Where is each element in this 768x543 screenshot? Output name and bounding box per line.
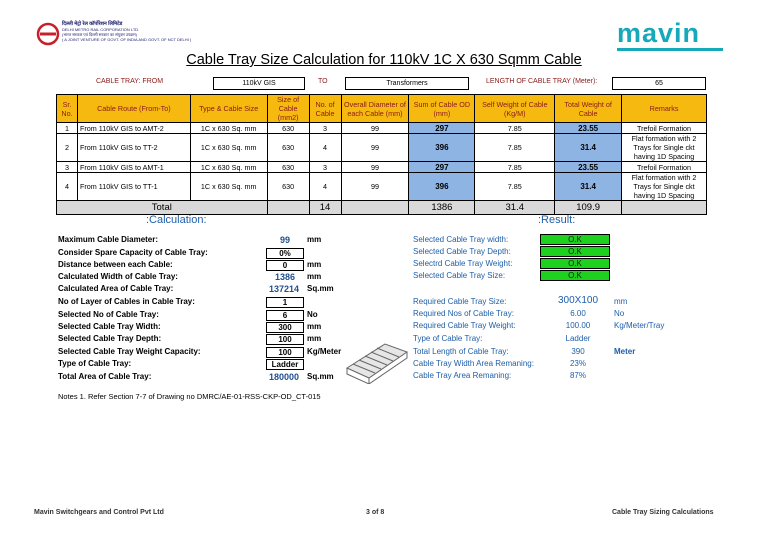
cell-self-weight: 7.85 [475,123,555,134]
calc-label: No of Layer of Cables in Cable Tray: [58,297,195,306]
org-name: दिल्ली मेट्रो रेल कॉर्पोरेशन लिमिटेड DELHI METRO RAIL CORPORATION LTD. (भारत सरकार एवं दिल्ली सरकार का संयुक्त उपक्रम) ( A JOINT VENTURE OF GOVT. OF INDIA AND GOVT. OF NCT DELHI ) [62,21,192,42]
cell-sr: 3 [57,162,78,173]
calc-label: Total Area of Cable Tray: [58,372,152,381]
ok-badge: O.K [540,234,610,245]
result-value: 23% [569,359,586,368]
calc-input[interactable]: 300 [266,322,304,333]
result-label: Cable Tray Area Remaning: [413,371,512,380]
result-unit: No [614,309,625,318]
cell-od: 99 [341,123,409,134]
calc-label: Selected Cable Tray Weight Capacity: [58,347,201,356]
calc-input[interactable]: Ladder [266,359,304,370]
ladder-tray-icon [345,338,409,384]
cell-remarks: Trefoil Formation [622,123,707,134]
cell-empty [267,201,309,215]
cell-type: 1C x 630 Sq. mm [190,123,267,134]
cell-sum-od: 297 [409,123,475,134]
calc-value: 1386 [274,272,296,282]
result-value: 100.00 [565,321,591,330]
calc-unit: Sq.mm [307,284,334,293]
calc-input[interactable]: 1 [266,297,304,308]
cell-route: From 110kV GIS to TT-1 [77,173,190,201]
cell-size: 630 [267,162,309,173]
calc-label: Selected No of Cable Tray: [58,310,159,319]
length-value: 65 [612,77,706,90]
cell-size: 630 [267,123,309,134]
footer-company: Mavin Switchgears and Control Pvt Ltd [34,509,164,516]
calc-label: Selected Cable Tray Depth: [58,334,162,343]
col-header: No. of Cable [309,95,341,123]
calc-value: 99 [279,235,290,245]
col-header: Sum of Cable OD (mm) [409,95,475,123]
table-header-row [57,95,707,123]
col-header: Cable Route (From-To) [77,95,190,123]
cell-empty [622,201,707,215]
calc-unit: No [307,310,318,319]
calculation-heading: :Calculation: [146,214,207,226]
dmrc-logo-icon [36,22,60,46]
calc-unit: mm [307,260,322,269]
cell-type: 1C x 630 Sq. mm [190,162,267,173]
total-self-weight: 31.4 [475,201,555,215]
result-unit: Kg/Meter/Tray [614,321,665,330]
calc-unit: mm [307,322,322,331]
calc-label: Selected Cable Tray Width: [58,322,161,331]
cell-remarks: Trefoil Formation [622,162,707,173]
calc-label: Calculated Area of Cable Tray: [58,284,174,293]
cell-type: 1C x 630 Sq. mm [190,173,267,201]
result-label: Required Cable Tray Size: [413,297,507,306]
note: Notes 1. Refer Section 7-7 of Drawing no DMRC/AE-01-RSS-CKP-OD_CT-015 [58,392,321,401]
ok-badge: O.K [540,258,610,269]
col-header: Sr. No. [57,95,78,123]
cell-sum-od: 396 [409,173,475,201]
cell-sum-od: 297 [409,162,475,173]
cell-total-weight: 23.55 [555,162,622,173]
total-count: 14 [309,201,341,215]
cell-od: 99 [341,162,409,173]
cell-sr: 1 [57,123,78,134]
result-label: Selectrd Cable Tray Weight: [413,259,513,268]
result-label: Required Nos of Cable Tray: [413,309,514,318]
cell-total-weight: 23.55 [555,123,622,134]
cell-route: From 110kV GIS to AMT-2 [77,123,190,134]
result-value: 390 [571,347,585,356]
result-label: Selected Cable Tray Size: [413,271,506,280]
calc-input[interactable]: 100 [266,347,304,358]
brand-underline [617,48,723,51]
result-unit: mm [614,297,628,306]
result-heading: :Result: [538,214,576,226]
cell-sr: 2 [57,134,78,162]
ok-badge: O.K [540,246,610,257]
calc-input[interactable]: 100 [266,334,304,345]
calc-input[interactable]: 6 [266,310,304,321]
footer-doc-title: Cable Tray Sizing Calculations [612,509,714,516]
cell-remarks: Flat formation with 2 Trays for Single ckt having 1D Spacing [622,173,707,201]
result-value: 300X100 [557,295,599,306]
table-row [57,173,707,201]
calc-unit: Kg/Meter [307,347,342,356]
cell-size: 630 [267,173,309,201]
calc-value: 137214 [268,284,300,294]
cell-empty [341,201,409,215]
result-label: Cable Tray Width Area Remaning: [413,359,534,368]
result-value: 87% [569,371,586,380]
table-row [57,123,707,134]
cell-sum-od: 396 [409,134,475,162]
cell-count: 3 [309,123,341,134]
table-row [57,134,707,162]
cell-od: 99 [341,173,409,201]
total-row [57,201,707,215]
calc-label: Calculated Width of Cable Tray: [58,272,178,281]
calc-unit: mm [307,272,322,281]
total-sum-od: 1386 [409,201,475,215]
cell-remarks: Flat formation with 2 Trays for Single ckt having 1D Spacing [622,134,707,162]
cell-type: 1C x 630 Sq. mm [190,134,267,162]
cable-table [56,94,707,215]
cell-count: 3 [309,162,341,173]
col-header: Self Weight of Cable (Kg/M) [475,95,555,123]
cell-self-weight: 7.85 [475,162,555,173]
col-header: Size of Cable (mm2) [267,95,309,123]
result-unit: Meter [614,347,636,356]
col-header: Overall Diameter of each Cable (mm) [341,95,409,123]
cell-route: From 110kV GIS to AMT-1 [77,162,190,173]
total-weight: 109.9 [555,201,622,215]
calc-label: Distance between each Cable: [58,260,173,269]
result-label: Total Length of Cable Tray: [413,347,509,356]
calc-input[interactable]: 0% [266,248,304,259]
calc-input[interactable]: 0 [266,260,304,271]
calc-value: 180000 [268,372,300,382]
cell-self-weight: 7.85 [475,134,555,162]
table-row [57,162,707,173]
result-label: Selected Cable Tray Depth: [413,247,511,256]
cell-total-weight: 31.4 [555,134,622,162]
cell-total-weight: 31.4 [555,173,622,201]
result-label: Selected Cable Tray width: [413,235,509,244]
col-header: Remarks [622,95,707,123]
cell-route: From 110kV GIS to TT-2 [77,134,190,162]
cell-count: 4 [309,173,341,201]
calc-unit: Sq.mm [307,372,334,381]
calc-label: Maximum Cable Diameter: [58,235,159,244]
result-label: Required Cable Tray Weight: [413,321,516,330]
from-value: 110kV GIS [213,77,305,90]
col-header: Type & Cable Size [190,95,267,123]
cell-self-weight: 7.85 [475,173,555,201]
to-value: Transformers [345,77,469,90]
calc-unit: mm [307,235,322,244]
from-label: CABLE TRAY: FROM [96,78,164,85]
cell-od: 99 [341,134,409,162]
result-value: Ladder [565,334,591,343]
footer-page: 3 of 8 [366,509,385,516]
total-label: Total [57,201,268,215]
calc-label: Type of Cable Tray: [58,359,132,368]
result-value: 6.00 [570,309,586,318]
cell-count: 4 [309,134,341,162]
brand-logo: mavin [617,18,701,48]
ok-badge: O.K [540,270,610,281]
calc-unit: mm [307,334,322,343]
to-label: TO [318,78,328,85]
result-label: Type of Cable Tray: [413,334,483,343]
calc-label: Consider Spare Capacity of Cable Tray: [58,248,208,257]
cell-sr: 4 [57,173,78,201]
cell-size: 630 [267,134,309,162]
col-header: Total Weight of Cable [555,95,622,123]
length-label: LENGTH OF CABLE TRAY (Meter): [486,78,598,85]
page-title: Cable Tray Size Calculation for 110kV 1C X 630 Sqmm Cable [186,52,582,68]
